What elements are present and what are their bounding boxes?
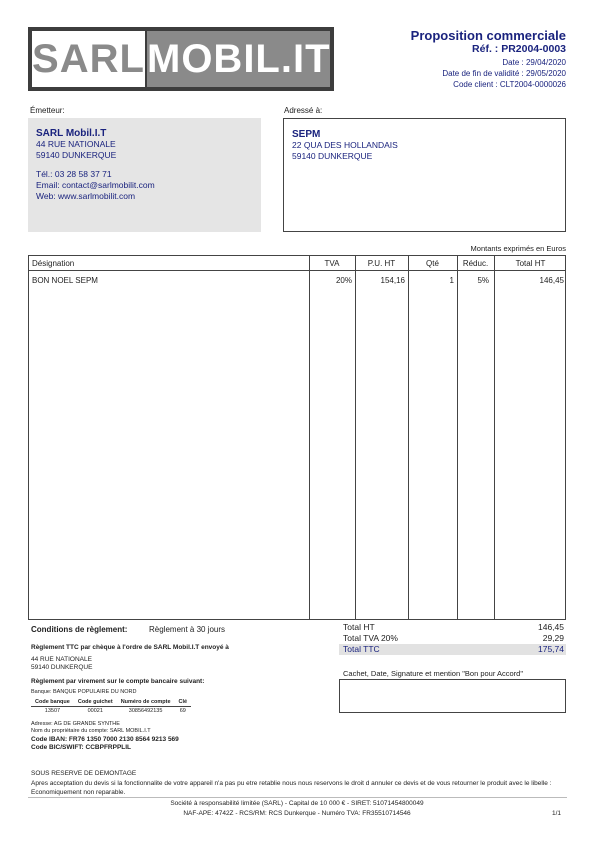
document-title: Proposition commerciale	[410, 28, 566, 43]
total-tva-label: Total TVA 20%	[343, 633, 398, 643]
header-quantity: Qté	[426, 259, 439, 268]
recipient-name: SEPM	[292, 129, 321, 140]
bank-code-header: Code banque	[31, 698, 74, 707]
client-code: Code client : CLT2004-0000026	[453, 80, 566, 89]
total-ht-value: 146,45	[538, 622, 564, 632]
header-discount: Réduc.	[462, 259, 489, 268]
bic-code: Code BIC/SWIFT: CCBPFRPPLIL	[31, 744, 132, 751]
reserve-text: Apres acceptation du devis si la fonctionnalite de votre appareil n'a pas pu etre retablie nous nous reservons le droit d annuler ce devis et de vous retourner le produit avec le libelle : Economiquement non reparable.	[31, 780, 552, 796]
recipient-address1: 22 QUA DES HOLLANDAIS	[292, 140, 398, 150]
total-ht-label: Total HT	[343, 622, 375, 632]
key-header: Clé	[175, 698, 192, 707]
company-logo	[28, 27, 334, 91]
currency-note: Montants exprimés en Euros	[470, 244, 566, 253]
key-value: 69	[179, 708, 186, 714]
cell-unit-price: 154,16	[380, 276, 405, 285]
column-divider	[408, 256, 409, 619]
recipient-box	[283, 118, 566, 232]
issuer-label: Émetteur:	[30, 106, 65, 115]
cheque-address1: 44 RUE NATIONALE	[31, 656, 92, 663]
logo-text-mobilit: MOBIL.IT	[147, 31, 330, 87]
issuer-name: SARL Mobil.I.T	[36, 128, 107, 139]
header-divider	[29, 270, 565, 271]
account-number-header: Numéro de compte	[117, 698, 175, 707]
issuer-box	[28, 118, 261, 232]
totals-block	[339, 622, 566, 655]
document-date: Date : 29/04/2020	[502, 58, 566, 67]
total-tva-value: 29,29	[542, 633, 564, 643]
cell-discount: 5%	[477, 276, 489, 285]
document-reference: Réf. : PR2004-0003	[472, 43, 566, 55]
total-ht-row	[339, 622, 566, 633]
issuer-email: Email: contact@sarlmobilit.com	[36, 180, 155, 190]
column-divider	[355, 256, 356, 619]
page-number: 1/1	[551, 810, 561, 817]
total-ttc-label: Total TTC	[343, 644, 380, 654]
bank-details-table	[31, 698, 191, 715]
column-divider	[494, 256, 495, 619]
header-total: Total HT	[515, 259, 546, 268]
issuer-address2: 59140 DUNKERQUE	[36, 150, 117, 160]
header-unit-price: P.U. HT	[367, 259, 396, 268]
recipient-address2: 59140 DUNKERQUE	[292, 151, 373, 161]
footer-divider	[28, 797, 567, 798]
branch-code-header: Code guichet	[74, 698, 117, 707]
cell-designation: BON NOEL SEPM	[32, 276, 98, 285]
logo-text-sarl: SARL	[32, 31, 145, 87]
account-owner: Nom du propriétaire du compte: SARL MOBIL.I.T	[31, 728, 151, 734]
payment-conditions-label: Conditions de règlement:	[31, 625, 128, 634]
total-ttc-row	[339, 644, 566, 655]
payment-conditions-value: Règlement à 30 jours	[149, 625, 226, 634]
reserve-title: SOUS RESERVE DE DEMONTAGE	[31, 770, 137, 777]
column-divider	[457, 256, 458, 619]
cell-quantity: 1	[449, 276, 454, 285]
footer-legal-line2: NAF-APE: 4742Z - RCS/RM: RCS Dunkerque - Numéro TVA: FR35510714546	[183, 810, 411, 817]
account-number-value: 30856492135	[128, 708, 163, 714]
bank-code-value: 13507	[44, 708, 61, 714]
footer-legal-line1: Société à responsabilité limitée (SARL) - Capital de 10 000 € - SIRET: 51071454800049	[170, 800, 424, 807]
items-table	[28, 255, 566, 620]
branch-code-value: 00021	[87, 708, 103, 714]
signature-label: Cachet, Date, Signature et mention "Bon pour Accord"	[343, 669, 524, 678]
cell-total: 146,45	[539, 276, 564, 285]
cell-tva: 20%	[335, 276, 352, 285]
validity-date: Date de fin de validité : 29/05/2020	[442, 69, 566, 78]
header-designation: Désignation	[32, 259, 75, 268]
recipient-label: Adressé à:	[284, 106, 323, 115]
cheque-title: Règlement TTC par chèque à l'ordre de SARL Mobil.I.T envoyé à	[31, 644, 229, 651]
iban-code: Code IBAN: FR76 1350 7000 2130 8564 9213 569	[31, 736, 179, 743]
issuer-web: Web: www.sarlmobilit.com	[36, 191, 136, 201]
header-tva: TVA	[324, 259, 340, 268]
issuer-address1: 44 RUE NATIONALE	[36, 139, 116, 149]
total-tva-row	[339, 633, 566, 644]
cheque-address2: 59140 DUNKERQUE	[31, 664, 93, 671]
signature-box	[339, 679, 566, 713]
bank-address: Adresse: AG DE GRANDE SYNTHE	[31, 721, 120, 727]
column-divider	[309, 256, 310, 619]
issuer-phone: Tél.: 03 28 58 37 71	[36, 169, 112, 179]
transfer-title: Règlement par virement sur le compte bancaire suivant:	[31, 678, 205, 685]
bank-name: Banque: BANQUE POPULAIRE DU NORD	[31, 689, 137, 695]
total-ttc-value: 175,74	[538, 644, 564, 654]
